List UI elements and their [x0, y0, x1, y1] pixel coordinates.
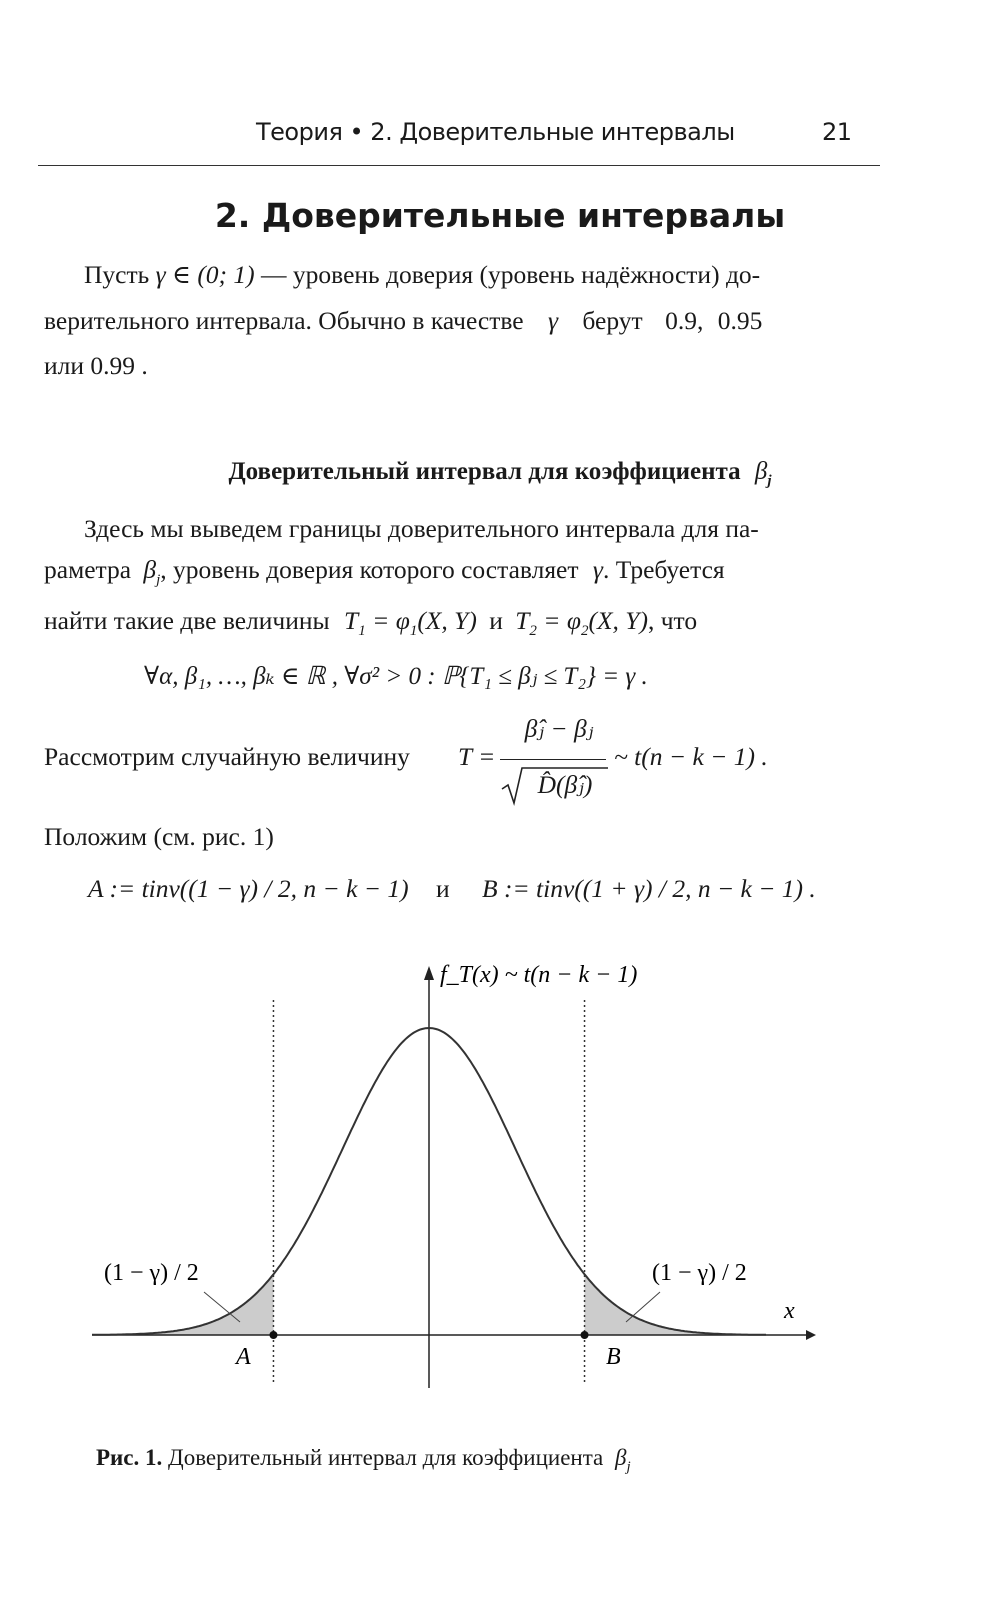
figure-caption: Рис. 1. Доверительный интервал для коэффициента $\beta_j$: [96, 1445, 631, 1475]
header-rule: [38, 165, 880, 166]
consider-text: Рассмотрим случайную величину: [44, 742, 410, 771]
a-definition: A := tinv((1 − γ) / 2, n − k − 1): [88, 874, 409, 903]
right-tail-leader: [626, 1292, 660, 1322]
fraction-numerator: β̂ⱼ − βⱼ: [524, 714, 594, 743]
point-b-marker: [581, 1331, 589, 1339]
b-definition: B := tinv((1 + γ) / 2, n − k − 1) .: [482, 874, 816, 903]
and-text: и: [436, 874, 450, 903]
left-tail-label: (1 − γ) / 2: [104, 1260, 199, 1286]
t-equals: T =: [458, 742, 496, 771]
chapter-title: 2. Доверительные интервалы: [214, 196, 786, 235]
x-axis-label: x: [784, 1298, 795, 1324]
body-line-1: Здесь мы выведем границы доверительного интервала для па-: [84, 514, 759, 543]
point-a-marker: [269, 1331, 277, 1339]
section-heading: Доверительный интервал для коэффициента $\beta_j$: [228, 458, 772, 489]
intro-line-2: верительного интервала. Обычно в качестве γ берут 0.9, 0.95: [44, 306, 763, 335]
y-axis-arrow: [424, 966, 434, 980]
right-tail-label: (1 − γ) / 2: [652, 1260, 747, 1286]
forall-formula: ∀α, β₁, …, βₖ ∈ ℝ , ∀σ² > 0 : ℙ{T₁ ≤ βⱼ ≤ T₂} = γ .: [144, 663, 648, 690]
running-title: Теория • 2. Доверительные интервалы: [256, 118, 735, 146]
body-line-3: найти такие две величины $T_1 = \varphi_1(X$, Y) и $T_2 = \varphi_2(X$, Y), что: [44, 606, 698, 639]
body-line-2: раметра $\beta_j$, уровень доверия которого составляет γ. Требуется: [44, 555, 725, 588]
fraction-bar: [500, 759, 606, 760]
gamma-range: γ ∈ (0; 1): [155, 260, 255, 289]
intro-line-3: или 0.99 .: [44, 351, 148, 380]
page-number: 21: [822, 118, 852, 146]
t-distribution-figure: [0, 940, 1000, 1440]
t-distribution: ~ t(n − k − 1) .: [614, 742, 768, 771]
point-a-label: A: [236, 1344, 251, 1370]
point-b-label: B: [606, 1344, 621, 1370]
x-axis-arrow: [806, 1330, 816, 1340]
y-axis-label: f_T(x) ~ t(n − k − 1): [440, 962, 638, 988]
fraction-denominator: D̂(β̂ⱼ): [537, 770, 593, 799]
intro-line-1: Пусть γ ∈ (0; 1) — уровень доверия (уровень надёжности) до-: [84, 260, 761, 289]
put-text: Положим (см. рис. 1): [44, 822, 274, 851]
